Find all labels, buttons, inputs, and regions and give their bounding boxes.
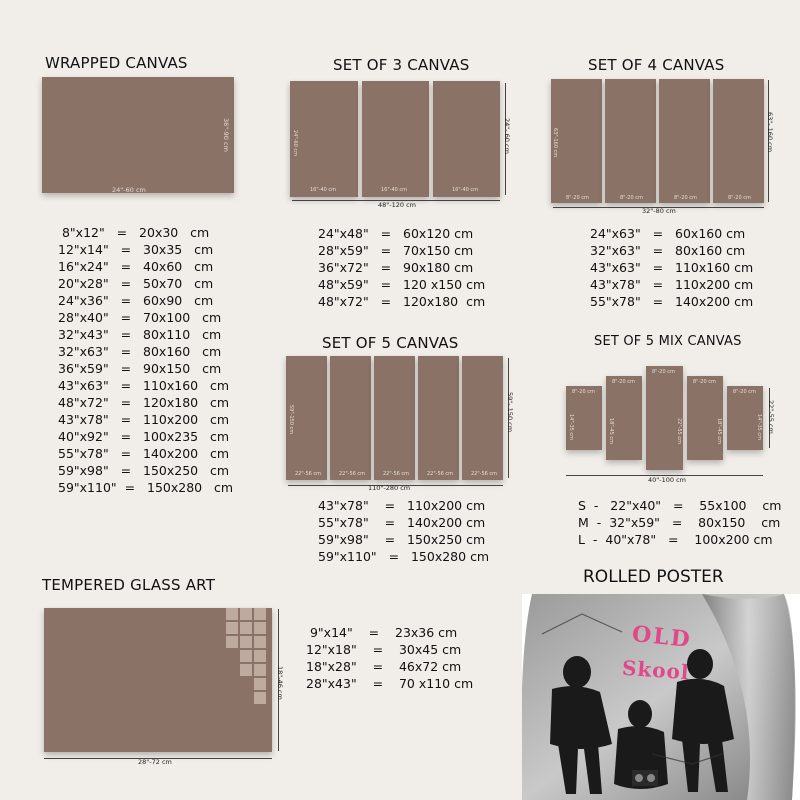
mix5-title: SET OF 5 MIX CANVAS [594,334,742,349]
glass-size-row: 9"x14" = 23x36 cm [306,625,458,640]
set5-size-row: 59"x110" = 150x280 cm [318,549,490,564]
set5-size-row: 43"x78" = 110x200 cm [318,498,486,513]
set5-title: SET OF 5 CANVAS [322,334,459,352]
set5-size-row: 59"x98" = 150x250 cm [318,532,486,547]
mix5-size-list [578,497,781,548]
set5-size-row: 55"x78" = 140x200 cm [318,515,486,530]
wrapped-size-row: 59"x98" = 150x250 cm [58,463,230,478]
mix5-size-row: M - 32"x59" = 80x150 cm [578,515,781,530]
wrapped-size-row: 24"x36" = 60x90 cm [58,293,214,308]
set4-panel-4 [713,79,764,203]
set4-size-row: 43"x63" = 110x160 cm [590,260,754,275]
set3-panel-3-label: 16"-40 cm [452,187,479,193]
wrapped-size-row: 43"x63" = 110x160 cm [58,378,230,393]
set3-panel-3 [433,81,500,197]
set5-total-width: 110"-280 cm [368,484,411,492]
set3-panel-1-label: 16"-40 cm [310,187,337,193]
wrapped-height-label: 36"-90 cm [222,118,230,152]
set3-panel-2-label: 16"-40 cm [381,187,408,193]
set4-panel-3 [659,79,710,203]
set4-size-row: 43"x78" = 110x200 cm [590,277,754,292]
mix5-panel-4-width: 8"-20 cm [693,379,716,385]
glass-size-list [306,624,473,692]
wrapped-size-row: 36"x59" = 90x150 cm [58,361,222,376]
mix5-size-row: S - 22"x40" = 55x100 cm [578,498,782,513]
wrapped-size-row: 48"x72" = 120x180 cm [58,395,230,410]
mix5-panel-5-height: 14"-35 cm [756,414,762,441]
set5-panel-5 [462,356,503,480]
set5-panel-4-label: 22"-56 cm [427,471,454,477]
set3-size-row: 48"x72" = 120x180 cm [318,294,486,309]
set5-panel-3 [374,356,415,480]
set3-title: SET OF 3 CANVAS [333,56,470,74]
set3-panel-2 [362,81,429,197]
set3-size-row: 24"x48" = 60x120 cm [318,226,474,241]
set5-panel-2-label: 22"-56 cm [339,471,366,477]
wrapped-width-label: 24"-60 cm [112,186,146,194]
poster-graffiti-skool: Skool [621,655,691,685]
wrapped-size-list [58,224,233,496]
wrapped-size-row: 12"x14" = 30x35 cm [58,242,214,257]
wrapped-canvas-panel [42,77,234,193]
mix5-panel-1-height: 14"-35 cm [568,414,574,441]
set4-panel-height-label: 63"-160 cm [552,128,558,158]
rolled-poster-image [522,594,800,800]
wrapped-size-row: 59"x110" = 150x280 cm [58,480,234,495]
mix5-panel-5-width: 8"-20 cm [733,389,756,395]
poster-graffiti-old: OLD [630,620,693,654]
set4-size-row: 55"x78" = 140x200 cm [590,294,754,309]
mix5-panel-3-width: 8"-20 cm [652,369,675,375]
set3-panel-height-label: 24"-60 cm [292,130,298,157]
wrapped-size-row: 32"x43" = 80x110 cm [58,327,222,342]
mix5-total-height: 22"-55 cm [767,400,775,434]
set4-panel-4-label: 8"-20 cm [728,195,751,201]
wrapped-size-row: 43"x78" = 110x200 cm [58,412,230,427]
set5-panel-5-label: 22"-56 cm [471,471,498,477]
set4-panel-1 [551,79,602,203]
set4-panel-2 [605,79,656,203]
wrapped-size-row: 55"x78" = 140x200 cm [58,446,230,461]
set5-panel-1-label: 22"-56 cm [295,471,322,477]
glass-size-row: 28"x43" = 70 x110 cm [306,676,474,691]
wrapped-size-row: 40"x92" = 100x235 cm [58,429,230,444]
glass-title: TEMPERED GLASS ART [42,576,216,594]
set5-panel-2 [330,356,371,480]
set3-total-width: 48"-120 cm [378,201,416,209]
rolled-poster-title: ROLLED POSTER [583,567,724,587]
set3-size-row: 28"x59" = 70x150 cm [318,243,474,258]
set4-size-row: 32"x63" = 80x160 cm [590,243,746,258]
wrapped-size-row: 20"x28" = 50x70 cm [58,276,214,291]
glass-width-label: 28"-72 cm [138,758,172,766]
glass-size-row: 18"x28" = 46x72 cm [306,659,462,674]
set3-size-row: 48"x59" = 120 x150 cm [318,277,486,292]
set4-total-height: 63"- 160 cm [766,112,774,153]
mix5-panel-1-width: 8"-20 cm [572,389,595,395]
glass-panel [44,608,272,752]
wrapped-size-row: 28"x40" = 70x100 cm [58,310,222,325]
mix5-panel-3-height: 22"-55 cm [676,418,682,445]
mix5-panel-2-width: 8"-20 cm [612,379,635,385]
set4-title: SET OF 4 CANVAS [588,56,725,74]
set4-total-width: 32"-80 cm [642,207,676,215]
set5-panel-height-label: 59"-150 cm [288,405,294,435]
set3-total-height: 24"- 60 cm [503,118,511,154]
wrapped-size-row: 32"x63" = 80x160 cm [58,344,222,359]
set4-size-row: 24"x63" = 60x160 cm [590,226,746,241]
set4-size-list [590,225,753,310]
set3-size-row: 36"x72" = 90x180 cm [318,260,474,275]
set3-panel-1 [290,81,358,197]
set4-panel-2-label: 8"-20 cm [620,195,643,201]
glass-size-row: 12"x18" = 30x45 cm [306,642,462,657]
wrapped-size-row: 16"x24" = 40x60 cm [58,259,214,274]
set4-panel-1-label: 8"-20 cm [566,195,589,201]
set5-size-list [318,497,489,565]
wrapped-canvas-title: WRAPPED CANVAS [45,54,188,72]
set5-panel-4 [418,356,459,480]
glass-reflection-grid [44,608,272,752]
set5-panel-3-label: 22"-56 cm [383,471,410,477]
mix5-total-width: 40"-100 cm [648,476,686,484]
wrapped-size-row: 8"x12" = 20x30 cm [58,225,210,240]
mix5-panel-4-height: 18"-45 cm [716,418,722,445]
set3-size-list [318,225,485,310]
mix5-size-row: L - 40"x78" = 100x200 cm [578,532,773,547]
set4-panel-3-label: 8"-20 cm [674,195,697,201]
set5-total-height: 59"- 150 cm [506,392,514,433]
glass-height-label: 18"-46 cm [276,666,284,700]
mix5-panel-2-height: 18"-45 cm [608,418,614,445]
